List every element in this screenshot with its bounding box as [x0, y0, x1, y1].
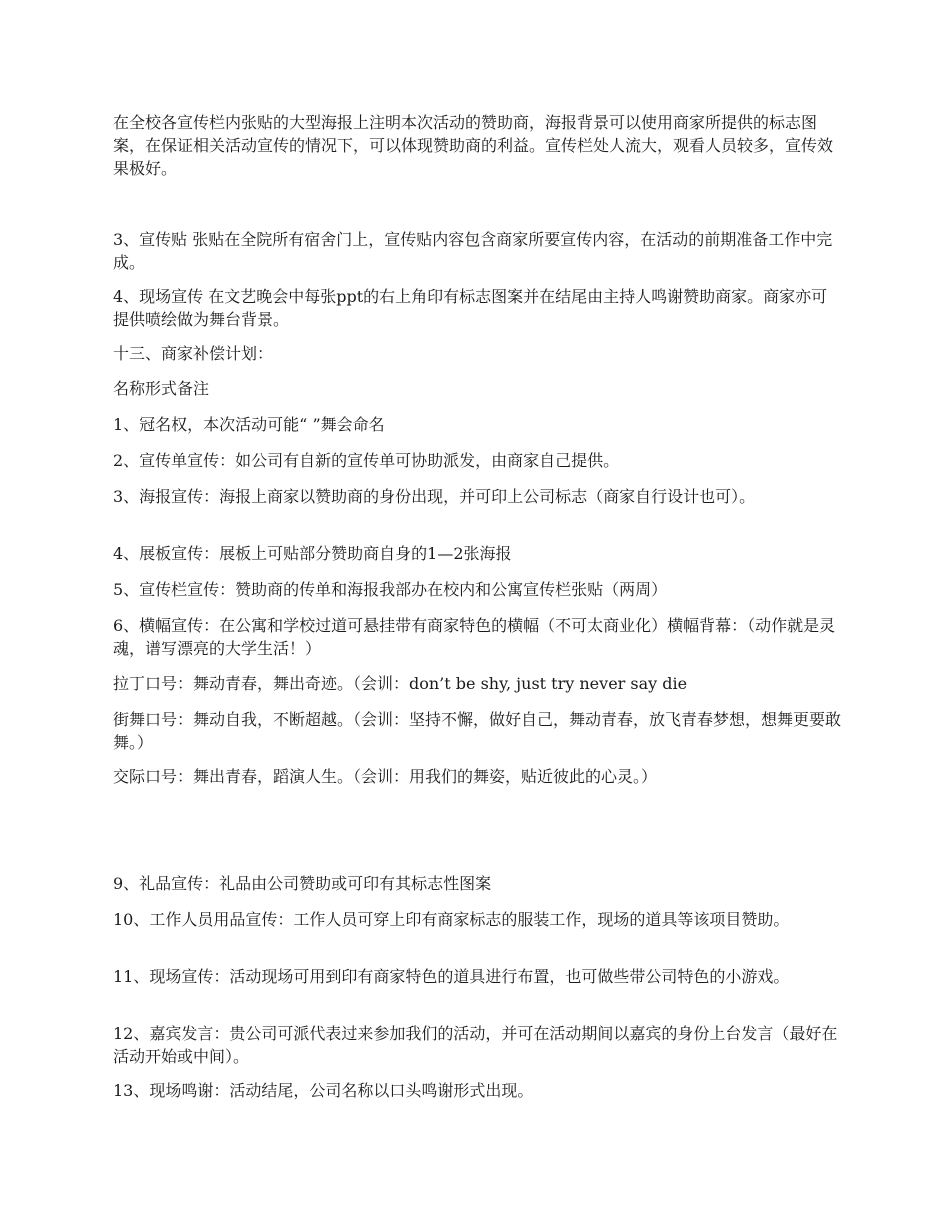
- paragraph-comp-10: 10、工作人员用品宣传：工作人员可穿上印有商家标志的服装工作，现场的道具等该项目赞助。: [113, 910, 790, 929]
- paragraph-name-form-note: 名称形式备注: [113, 379, 210, 398]
- paragraph-item-3-flyer: 3、宣传贴 张贴在全院所有宿舍门上，宣传贴内容包含商家所要宣传内容，在活动的前期准备工作中完成。: [113, 230, 833, 272]
- paragraph-comp-13: 13、现场鸣谢：活动结尾，公司名称以口头鸣谢形式出现。: [113, 1081, 534, 1100]
- paragraph-comp-12: 12、嘉宾发言：贵公司可派代表过来参加我们的活动，并可在活动期间以嘉宾的身份上台发言（最好在活动开始或中间）。: [113, 1024, 838, 1066]
- paragraph-slogan-street: 街舞口号：舞动自我，不断超越。（会训：坚持不懈，做好自己，舞动青春，放飞青春梦想，想舞更要敢舞。）: [113, 710, 842, 752]
- paragraph-comp-4: 4、展板宣传：展板上可贴部分赞助商自身的1—2张海报: [113, 544, 512, 563]
- paragraph-item-4-onsite: 4、现场宣传 在文艺晚会中每张ppt的右上角印有标志图案并在结尾由主持人鸣谢赞助商家。商家亦可提供喷绘做为舞台背景。: [113, 287, 828, 329]
- paragraph-sponsor-poster: 在全校各宣传栏内张贴的大型海报上注明本次活动的赞助商，海报背景可以使用商家所提供的标志图案，在保证相关活动宣传的情况下，可以体现赞助商的利益。宣传栏处人流大，观看人员较多，宣传效果极好。: [113, 113, 834, 178]
- paragraph-section-13-heading: 十三、商家补偿计划：: [113, 344, 274, 363]
- paragraph-comp-11: 11、现场宣传：活动现场可用到印有商家特色的道具进行布置，也可做些带公司特色的小游戏。: [113, 967, 790, 986]
- paragraph-comp-1: 1、冠名权，本次活动可能“ ”舞会命名: [113, 415, 385, 434]
- paragraph-comp-9: 9、礼品宣传：礼品由公司赞助或可印有其标志性图案: [113, 874, 492, 893]
- paragraph-comp-5: 5、宣传栏宣传：赞助商的传单和海报我部办在校内和公寓宣传栏张贴（两周）: [113, 580, 668, 599]
- paragraph-comp-3: 3、海报宣传：海报上商家以赞助商的身份出现，并可印上公司标志（商家自行设计也可）。: [113, 487, 756, 506]
- paragraph-slogan-ballroom: 交际口号：舞出青春，蹈演人生。（会训：用我们的舞姿，贴近彼此的心灵。）: [113, 767, 658, 786]
- paragraph-slogan-latin: 拉丁口号：舞动青春，舞出奇迹。（会训：don’t be shy, just try never say die: [113, 674, 688, 693]
- paragraph-comp-6: 6、横幅宣传：在公寓和学校过道可悬挂带有商家特色的横幅（不可太商业化）横幅背幕：（动作就是灵魂，谱写漂亮的大学生活！）: [113, 616, 836, 658]
- paragraph-comp-2: 2、宣传单宣传：如公司有自新的宣传单可协助派发，由商家自己提供。: [113, 451, 620, 470]
